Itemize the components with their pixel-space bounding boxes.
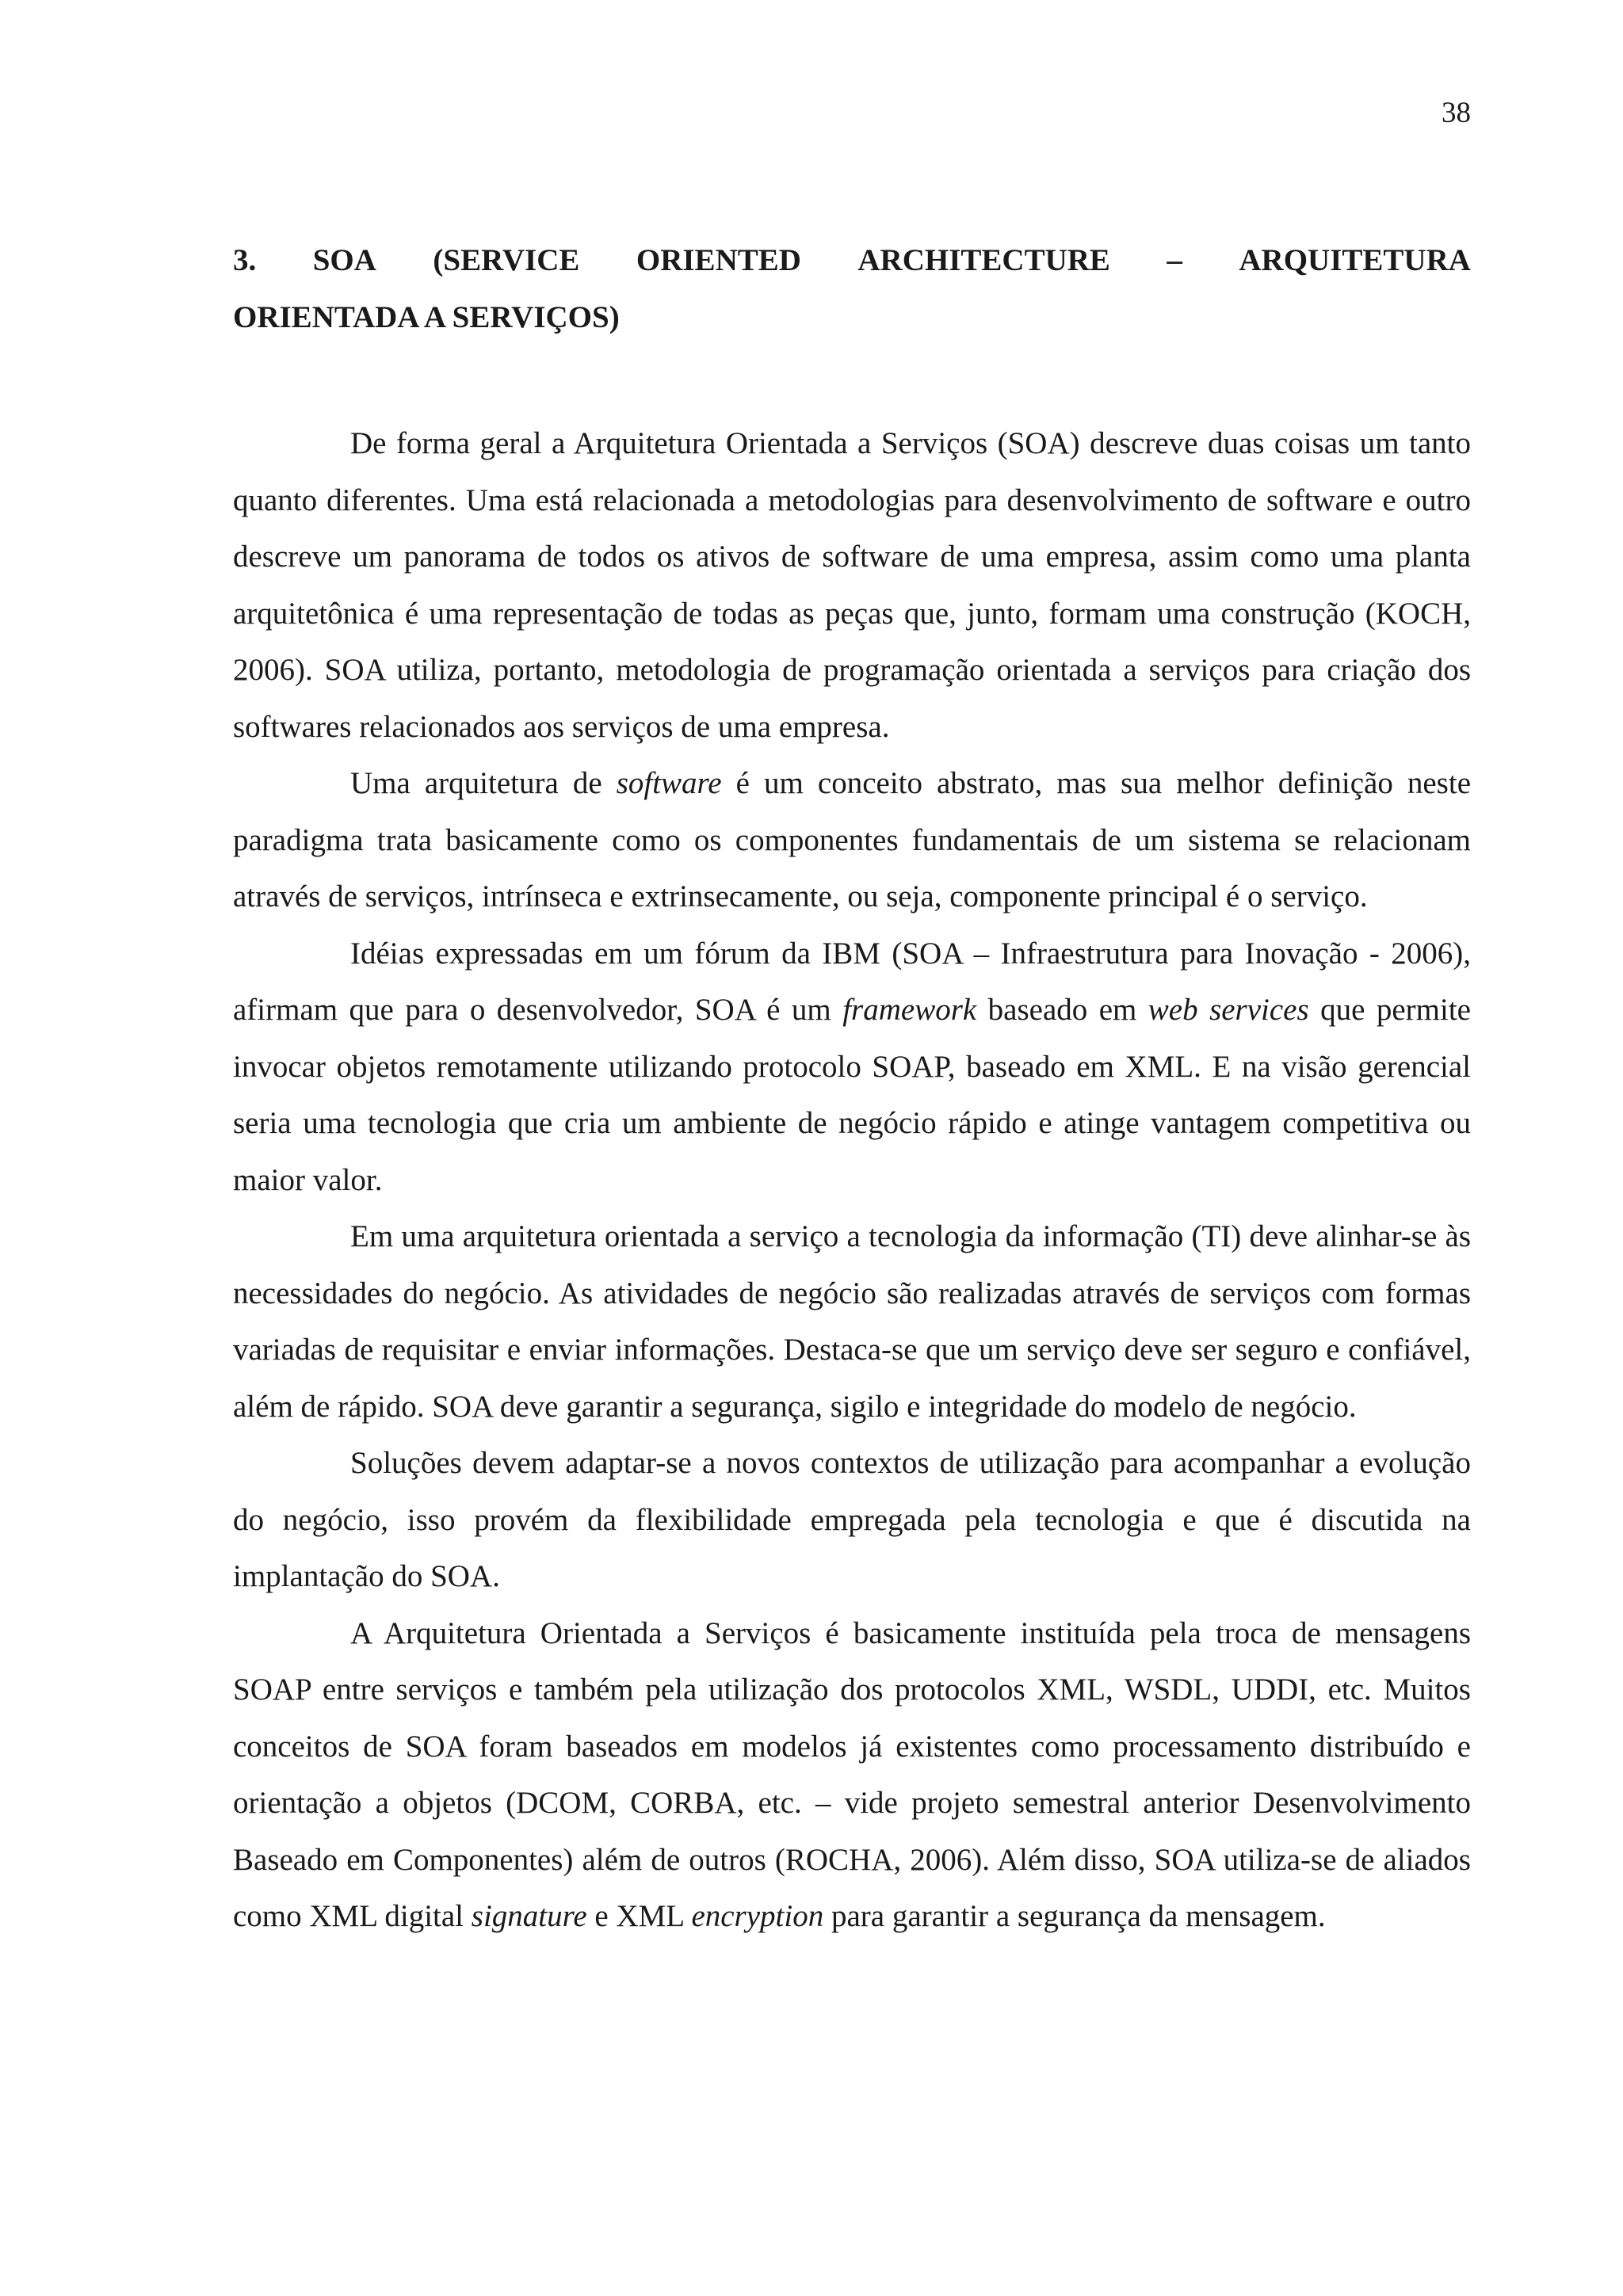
heading-word: ORIENTED <box>636 243 801 277</box>
chapter-heading <box>233 232 1471 346</box>
heading-word: SOA <box>312 243 376 277</box>
heading-word: (SERVICE <box>433 243 580 277</box>
chapter-heading-line-1 <box>233 232 1471 289</box>
italic-term: framework <box>842 993 977 1027</box>
paragraph: A Arquitetura Orientada a Serviços é basicamente instituída pela troca de mensagens SOAP entre serviços e também pela utilização dos protocolos XML, WSDL, UDDI, etc. Muitos conceitos de SOA foram baseados em modelos já existentes como processamento distribuído e orientação a objetos (DCOM, CORBA, etc. – vide projeto semestral anterior Desenvolvimento Baseado em Componentes) além de outros (ROCHA, 2006). Além disso, SOA utiliza-se de aliados como XML digital signature e XML encryption para garantir a segurança da mensagem. <box>233 1615 1471 1933</box>
heading-word: ARCHITECTURE <box>857 243 1110 277</box>
italic-term: software <box>616 766 722 800</box>
heading-word: 3. <box>233 243 257 277</box>
italic-term: signature <box>471 1899 587 1933</box>
paragraph: Uma arquitetura de software é um conceito abstrato, mas sua melhor definição neste paradigma trata basicamente como os componentes fundamentais de um sistema se relacionam através de serviços, intrínseca e extrinsecamente, ou seja, componente principal é o serviço. <box>233 766 1472 913</box>
body-text <box>233 415 1471 1945</box>
heading-word: ARQUITETURA <box>1239 243 1471 277</box>
chapter-heading-line-2: ORIENTADA A SERVIÇOS) <box>233 300 620 334</box>
italic-term: web services <box>1148 993 1309 1027</box>
paragraph: De forma geral a Arquitetura Orientada a Serviços (SOA) descreve duas coisas um tanto quanto diferentes. Uma está relacionada a metodologias para desenvolvimento de software e outro descreve um panorama de todos os ativos de software de uma empresa, assim como uma planta arquitetônica é uma representação de todas as peças que, junto, formam uma construção (KOCH, 2006). SOA utiliza, portanto, metodologia de programação orientada a serviços para criação dos softwares relacionados aos serviços de uma empresa. <box>233 426 1471 744</box>
paragraph: Idéias expressadas em um fórum da IBM (SOA – Infraestrutura para Inovação - 2006), afirmam que para o desenvolvedor, SOA é um framework baseado em web services que permite invocar objetos remotamente utilizando protocolo SOAP, baseado em XML. E na visão gerencial seria uma tecnologia que cria um ambiente de negócio rápido e atinge vantagem competitiva ou maior valor. <box>233 936 1471 1197</box>
paragraph: Em uma arquitetura orientada a serviço a tecnologia da informação (TI) deve alinhar-se às necessidades do negócio. As atividades de negócio são realizadas através de serviços com formas variadas de requisitar e enviar informações. Destaca-se que um serviço deve ser seguro e confiável, além de rápido. SOA deve garantir a segurança, sigilo e integridade do modelo de negócio. <box>233 1219 1471 1424</box>
heading-word: – <box>1167 243 1182 277</box>
italic-term: encryption <box>691 1899 824 1933</box>
page-number: 38 <box>1442 97 1471 129</box>
paragraph: Soluções devem adaptar-se a novos contextos de utilização para acompanhar a evolução do negócio, isso provém da flexibilidade empregada pela tecnologia e que é discutida na implantação do SOA. <box>233 1446 1471 1593</box>
